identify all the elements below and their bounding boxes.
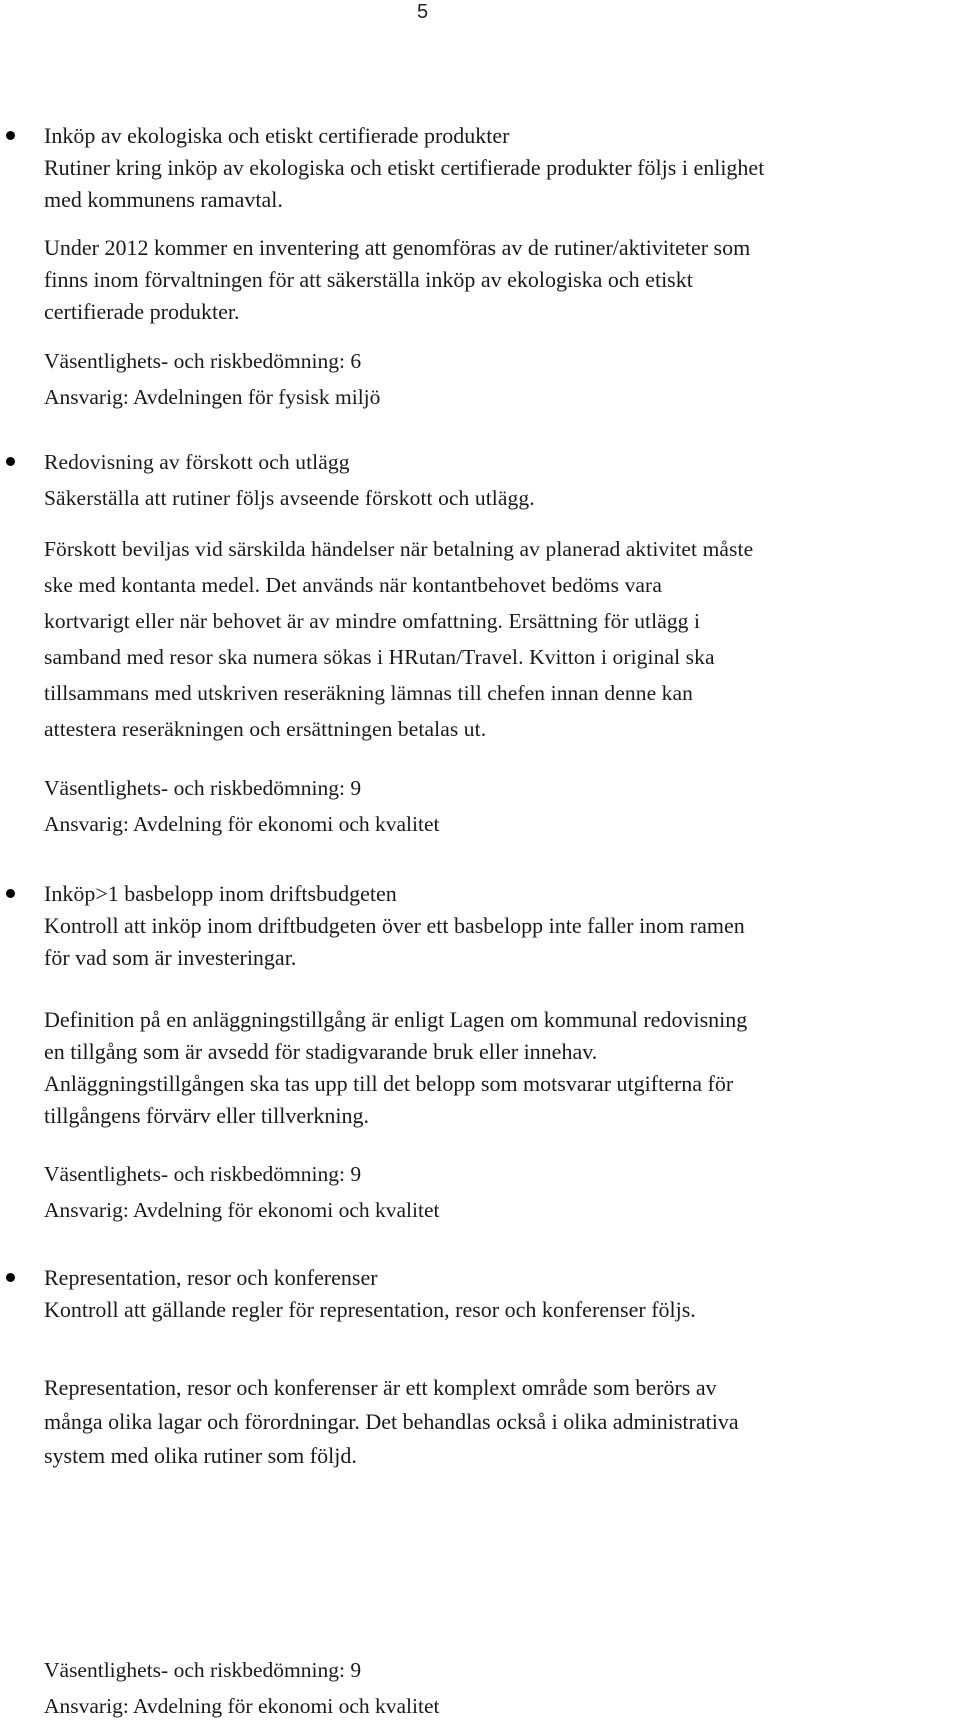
section-meta xyxy=(44,343,954,415)
bullet-icon xyxy=(6,457,15,466)
risk-rating: Väsentlighets- och riskbedömning: 9 xyxy=(44,1658,362,1682)
paragraph-line: certifierade produkter. xyxy=(44,299,240,324)
section-inkop-basbelopp xyxy=(44,878,954,974)
section-line: för vad som är investeringar. xyxy=(44,945,297,970)
bullet-icon xyxy=(6,889,15,898)
paragraph-line: kortvarigt eller när behovet är av mindre omfattning. Ersättning för utlägg i xyxy=(44,609,701,633)
page-number: 5 xyxy=(417,1,429,23)
section-paragraph xyxy=(44,1371,954,1473)
paragraph-line: Förskott beviljas vid särskilda händelser när betalning av planerad aktivitet måste xyxy=(44,537,754,561)
section-forskott-utlagg xyxy=(44,444,954,516)
paragraph-line: en tillgång som är avsedd för stadigvarande bruk eller innehav. xyxy=(44,1039,598,1064)
section-paragraph xyxy=(44,232,954,328)
section-paragraph xyxy=(44,1004,954,1132)
paragraph-line: Representation, resor och konferenser är ett komplext område som berörs av xyxy=(44,1375,717,1400)
section-line: Kontroll att gällande regler för representation, resor och konferenser följs. xyxy=(44,1297,696,1322)
bullet-icon xyxy=(6,1273,15,1282)
section-line: med kommunens ramavtal. xyxy=(44,187,283,212)
paragraph-line: ske med kontanta medel. Det används när kontantbehovet bedöms vara xyxy=(44,573,662,597)
paragraph-line: Anläggningstillgången ska tas upp till det belopp som motsvarar utgifterna för xyxy=(44,1071,734,1096)
section-title: Inköp av ekologiska och etiskt certifierade produkter xyxy=(44,123,510,148)
paragraph-line: system med olika rutiner som följd. xyxy=(44,1443,357,1468)
paragraph-line: Definition på en anläggningstillgång är enligt Lagen om kommunal redovisning xyxy=(44,1007,748,1032)
responsible: Ansvarig: Avdelning för ekonomi och kvalitet xyxy=(44,812,440,836)
paragraph-line: många olika lagar och förordningar. Det behandlas också i olika administrativa xyxy=(44,1409,739,1434)
section-title: Inköp>1 basbelopp inom driftsbudgeten xyxy=(44,881,397,906)
section-paragraph xyxy=(44,531,954,747)
bullet-icon xyxy=(6,131,15,140)
responsible: Ansvarig: Avdelningen för fysisk miljö xyxy=(44,385,381,409)
paragraph-line: Under 2012 kommer en inventering att genomföras av de rutiner/aktiviteter som xyxy=(44,235,751,260)
paragraph-line: tillsammans med utskriven reseräkning lämnas till chefen innan denne kan xyxy=(44,681,694,705)
section-meta xyxy=(44,1652,954,1724)
section-meta xyxy=(44,1156,954,1228)
paragraph-line: finns inom förvaltningen för att säkerställa inköp av ekologiska och etiskt xyxy=(44,267,693,292)
section-line: Säkerställa att rutiner följs avseende förskott och utlägg. xyxy=(44,486,535,510)
risk-rating: Väsentlighets- och riskbedömning: 9 xyxy=(44,1162,362,1186)
responsible: Ansvarig: Avdelning för ekonomi och kvalitet xyxy=(44,1694,440,1718)
section-title: Representation, resor och konferenser xyxy=(44,1265,378,1290)
risk-rating: Väsentlighets- och riskbedömning: 9 xyxy=(44,776,362,800)
paragraph-line: attestera reseräkningen och ersättningen betalas ut. xyxy=(44,717,487,741)
section-title: Redovisning av förskott och utlägg xyxy=(44,450,350,474)
section-line: Kontroll att inköp inom driftbudgeten över ett basbelopp inte faller inom ramen xyxy=(44,913,745,938)
section-representation xyxy=(44,1262,954,1326)
responsible: Ansvarig: Avdelning för ekonomi och kvalitet xyxy=(44,1198,440,1222)
section-meta xyxy=(44,770,954,842)
section-line: Rutiner kring inköp av ekologiska och etiskt certifierade produkter följs i enlighet xyxy=(44,155,765,180)
section-ekologiska-produkter xyxy=(44,120,954,216)
risk-rating: Väsentlighets- och riskbedömning: 6 xyxy=(44,349,362,373)
paragraph-line: tillgångens förvärv eller tillverkning. xyxy=(44,1103,370,1128)
paragraph-line: samband med resor ska numera sökas i HRutan/Travel. Kvitton i original ska xyxy=(44,645,715,669)
